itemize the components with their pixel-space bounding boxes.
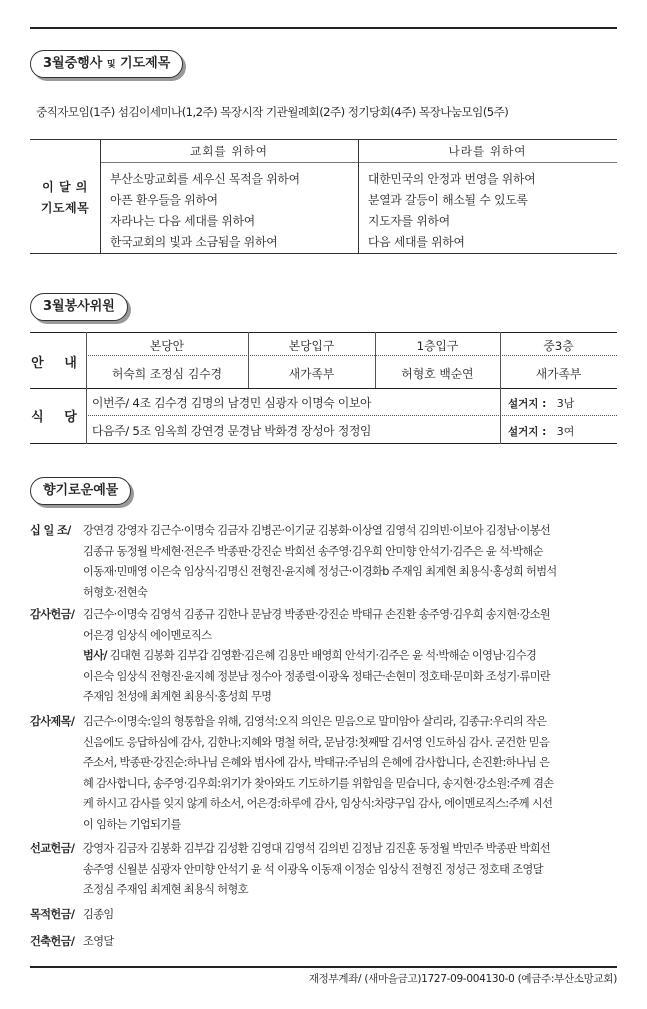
- bank-account-footer: 재정부계좌/ (새마을금고)1727-09-004130-0 (예금주:부산소망교회): [308, 973, 617, 985]
- service-table: [30, 332, 617, 444]
- guide-col-names: 새가족부: [288, 367, 335, 381]
- prayer-church-heading: 교회를 위하여: [190, 144, 268, 158]
- prayer-nation-list: [368, 169, 535, 253]
- monthly-events: 중직자모임(1주) 섬김이세미나(1,2주) 목장시작 기관월례회(2주) 정기당회(4주) 목장나눔모임(5주): [36, 105, 509, 119]
- prayer-row-label: 이 달 의 기도제목: [40, 180, 90, 215]
- guide-col-head: 중3층: [543, 339, 574, 353]
- section-title-events-prayer: 3월중행사 및 기도제목: [30, 50, 183, 78]
- guide-col-head: 1층입구: [416, 339, 459, 353]
- bottom-rule: [30, 966, 617, 968]
- dish-next-week: 설거지 : 3여: [508, 425, 575, 438]
- list-item: 한국교회의 빛과 소금됨을 위하여: [110, 235, 278, 249]
- guide-col-names: 허형호 백순연: [401, 367, 474, 381]
- offering-building: 건축헌금/ 조영달: [30, 932, 622, 953]
- list-item: 다음 세대를 위하여: [368, 235, 465, 249]
- offering-tithe: 십 일 조/ 강연경 강영자 김근수·이명숙 김금자 김병곤·이기균 김봉화·이상열 김영석 김의빈·이보아 김정남·이봉선 김종규 동정월 박세현·전은주 박종판·강진순 박희선 송주영·김우희 안미향 안석기·김주은 윤 석·박해순 이동재·민매영 이은숙 임상식·김명신 전형진·윤지혜 정성근·이경화b 주재임 최계현 최용식·홍성희 허범석 허형호·전현숙: [30, 521, 622, 603]
- offering-purpose: 목적헌금/ 김종임: [30, 905, 622, 926]
- offering-category: 건축헌금/: [30, 935, 75, 948]
- guide-label: 안 내: [31, 356, 85, 371]
- list-item: 분열과 갈등이 해소될 수 있도록: [368, 193, 528, 207]
- meal-label: 식 당: [31, 410, 85, 425]
- offering-thanks-topics: 감사제목/ 김근수·이명숙:일의 형통함을 위해, 김영석:오직 의인은 믿음으로 말미암아 살리라, 김종규:우리의 작은 신음에도 응답하심에 감사, 김한나:지혜와 명철 허락, 문남경:첫째딸 김서영 인도하심 감사. 굳건한 믿음 주소서, 박종판·강진순:하나님 은혜와 범사에 감사, 박태규:주님의 은혜에 감사합니다, 손진환:하나님 은 혜 감사합니다, 송주영·김우희:위기가 찾아와도 기도하기를 위함임을 믿습니다, 송지현·강소원:주께 겸손 케 하시고 감사를 잊지 않게 하소서, 어은경:하루에 감사, 임상식:차량구입 감사, 에이멘로직스:주께 시선 이 임하는 기업되기를: [30, 712, 622, 835]
- top-rule: [30, 27, 617, 29]
- guide-col-head: 본당안: [149, 339, 185, 353]
- guide-col-head: 본당입구: [288, 339, 335, 353]
- offering-category: 십 일 조/: [30, 524, 71, 537]
- list-item: 아픈 환우들을 위하여: [110, 193, 218, 207]
- prayer-nation-heading: 나라를 위하여: [448, 144, 527, 158]
- offering-category: 목적헌금/: [30, 908, 75, 921]
- list-item: 지도자를 위하여: [368, 214, 450, 228]
- prayer-table: [30, 139, 617, 254]
- section-title-offerings: 향기로운예물: [30, 477, 131, 505]
- offering-category: 감사제목/: [30, 715, 75, 728]
- list-item: 자라나는 다음 세대를 위하여: [110, 214, 256, 228]
- guide-col-names: 새가족부: [535, 367, 582, 381]
- offering-thanks: 감사헌금/ 김근수·이명숙 김영석 김종규 김한나 문남경 박종판·강진순 박태규 손진환 송주영·김우희 송지현·강소원 어은경 임상식 에이멘로직스 범사/ 김대현 김봉화 김부갑 김영환·김은혜 김용만 배영희 안석기·김주은 윤 석·박해순 이영남·김수경 이은숙 임상식 전형진·윤지혜 정분남 정수아 정종렬·이광옥 정태근·손현미 정호태·문미화 조성기·류미란 주재임 천성애 최계현 최용식·홍성희 무명: [30, 605, 622, 708]
- guide-col-names: 허숙희 조정심 김수경: [111, 367, 223, 381]
- section-title-service: 3월봉사위원: [30, 293, 128, 321]
- list-item: 대한민국의 안정과 번영을 위하여: [368, 172, 536, 186]
- meal-this-week: 이번주/ 4조 김수경 김명의 남경민 심광자 이명숙 이보아: [92, 396, 372, 410]
- prayer-church-list: [110, 169, 300, 253]
- offering-subcategory: 범사/: [83, 649, 107, 662]
- offering-category: 감사헌금/: [30, 608, 75, 621]
- dish-this-week: 설거지 : 3남: [508, 397, 575, 410]
- list-item: 부산소망교회를 세우신 목적을 위하여: [110, 172, 300, 186]
- offering-category: 선교헌금/: [30, 842, 75, 855]
- meal-next-week: 다음주/ 5조 임옥희 강연경 문경남 박화경 장성아 정정임: [92, 424, 372, 438]
- offering-mission: 선교헌금/ 강영자 김금자 김봉화 김부갑 김성환 김영대 김영석 김의빈 김정남 김진훈 동정월 박민주 박종판 박희선 송주영 신월분 심광자 안미향 안석기 윤 석 이광옥 이동재 이정순 임상식 전형진 정성근 정호태 조영달 조정심 주재임 최계현 최용식 허형호: [30, 839, 622, 901]
